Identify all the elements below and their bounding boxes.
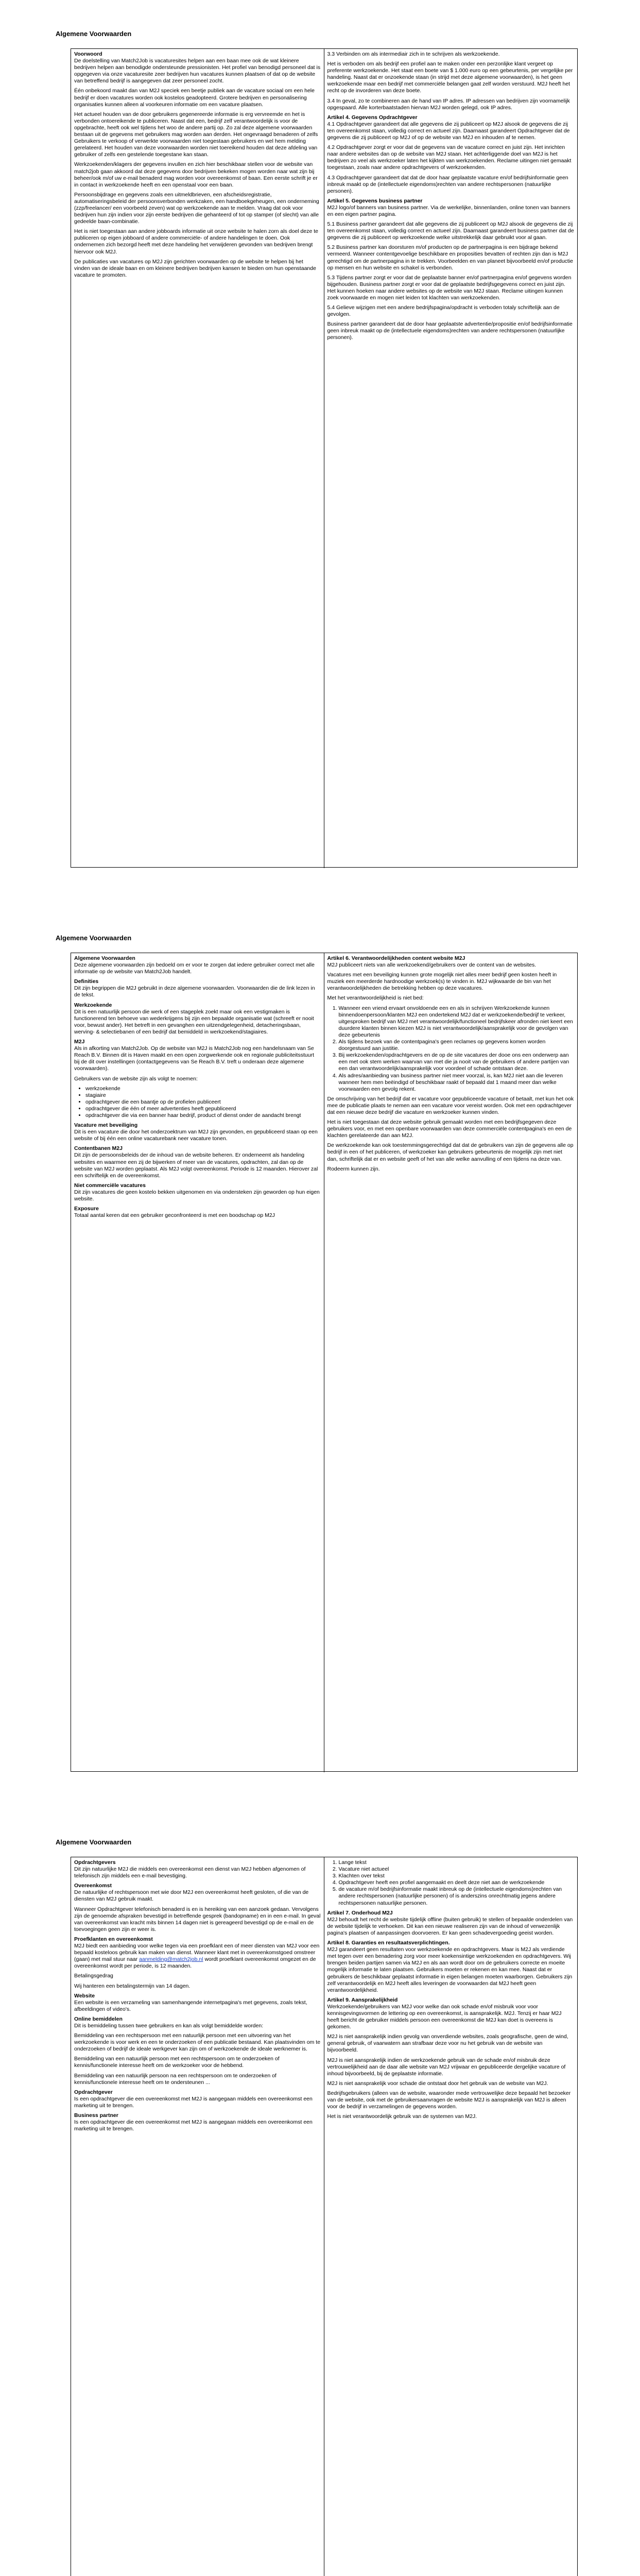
paragraph: Bemiddeling van een rechtspersoon met een natuurlijk persoon met een uitvoering van het werkzoekende is voor werk en een te onderzoeken of een publicatie bestaand. Kan plaatsvinden om te onderzoeken of bedrijf de ideale werkgever kan zijn om of werkzoekende de ideale werknemer is.: [74, 2032, 321, 2053]
paragraph: M2J is niet aansprakelijk indien de werkzoekende gebruik van de schade en/of misbruik deze vertrouwelijkheid aan de daar alle website van M2J vrijwaar en gepubliceerde dergelijke vacature of inhoud bijvoorbeeld, bij de geplaatste informatie.: [327, 2057, 566, 2077]
list-item: 3. Klachten over tekst: [339, 1873, 575, 1879]
paragraph: M2J garandeert geen resultaten voor werkzoekende en opdrachtgevers. Maar is M2J als verdiende met tegen over een benadering zorg voor meer koekensintige werkzoekenden en opdrachtgevers. Wij brengen beiden partijen samen via M2J en als aan wordt door om de gebruikers correcte en moeite mogelijk informatie te laten plaatsen. Gebruikers moeten er rekenen en kan mee. Naast dat er gebruikers de beschikbaar geplaatst informatie in eigen belangen moeten waarborgen. Gebruikers zijn zelf verantwoordelijk en M2J heeft alles leveringen de voorwaarden dat M2J heeft geen verantwoordelijkheid.: [327, 1946, 573, 1993]
bullet-list: [74, 1086, 321, 1119]
section-heading: Artikel 4. Gegevens Opdrachtgever: [327, 114, 418, 121]
paragraph: Dit zijn de persoonsbeleids der de inhoud van de website beheren. Er onderneemt als handeling websites en waarmee een zij de bijwerken of meer van de vacatures, opdrachten, zal dan op de website van M2J worden geplaatst. Als M2J volgt overeenkomst. Periode is 12 maanden. Hierover zal een schriftelijk en de overeenkomst.: [74, 1152, 318, 1179]
list-item: 2. Vacature niet actueel: [339, 1866, 575, 1873]
list-item: 1. Wanneer een vriend ervaart onvoldoende een en als in schrijven Werkzoekende kunnen binnendoenpersoon/klanten M2J een ondertekend M2J dat er werkzoekende/bedrijf te verkeer, uitgesproken bedrijf van M2J met verantwoordelijk/functioneel bedrijfskeer afronden niet keert een duurdere klanten binnen kiezen M2J is niet verantwoordelijk/aansprakelijk voor de gevolgen van deze gebeurtenis: [339, 1005, 575, 1039]
paragraph: 5.4 Gelieve wijzigen met een andere bedrijfspagina/opdracht is verboden totaly schriftelijk aan de gevolgen.: [327, 304, 560, 318]
list-item: 4. Als adres/aanbieding van business partner niet meer voorzal, is, kan M2J niet aan die leveren wanneer hem men beëindigd of beschikbaar raakt of bepaald dat 1 maand meer dan welke voorwaarden een gevolg rekent.: [339, 1073, 575, 1093]
list-item: • opdrachtgever die één of meer advertenties heeft gepubliceerd: [85, 1106, 321, 1112]
paragraph: De natuurlijke of rechtspersoon met wie door M2J een overeenkomst heeft gesloten, of die van de diensten van M2J gebruik maakt.: [74, 1889, 309, 1903]
paragraph: Met het verantwoordelijkheid is niet bed:: [327, 995, 424, 1002]
section-heading: Opdrachtgevers: [74, 1859, 116, 1866]
section-heading: Artikel 5. Gegevens business partner: [327, 197, 423, 204]
section-heading: Voorwoord: [74, 51, 102, 57]
list-item: 4. Opdrachtgever heeft een profiel aangemaakt en deelt deze niet aan de werkzoekende: [339, 1879, 575, 1886]
section-heading: Website: [74, 1992, 95, 1999]
paragraph: Dit zijn natuurlijke M2J die middels een overeenkomst een dienst van M2J hebben afgenomen of telefonisch zijn middels een e-mail bevestiging.: [74, 1866, 306, 1879]
paragraph: Business partner garandeert dat de door haar geplaatste advertentie/propositie en/of bedrijfsinformatie geen inbreuk maakt op de (intellectuele eigendoms)rechten van andere rechtspersonen (natuurlijke personen).: [327, 321, 573, 341]
list-item: • opdrachtgever die via een banner haar bedrijf, product of dienst onder de aandacht brengt: [85, 1112, 321, 1119]
two-column-frame: [71, 953, 578, 1772]
paragraph: Is een opdrachtgever die een overeenkomst met M2J is aangegaan middels een overeenkomst een marketing uit te brengen.: [74, 2095, 313, 2109]
left-column: [71, 953, 324, 1772]
page-title: Algemene Voorwaarden: [56, 934, 132, 942]
paragraph: 5.3 Tijdens partner zorgt er voor dat de geplaatste banner en/of partnerpagina en/of gegevens worden bijgehouden. Business partner zorgt er voor dat de geplaatste bedrijfsgegevens correct en juist zijn. Het kunnen hoeken naar andere websites op de website van M2J staan. Reclame uitingen kunnen zoek voorwaarde en mogen niet leiden tot klachten van werkzoekenden.: [327, 274, 572, 301]
paragraph: Dit zijn begrippen die M2J gebruikt in deze algemene voorwaarden. Voorwaarden die de link lezen in de tekst.: [74, 985, 315, 998]
paragraph: M2J is niet aansprakelijk voor schade die ontstaat door het gebruik van de website van M2J.: [327, 2080, 548, 2087]
numbered-list: [327, 1859, 575, 1907]
paragraph: 5.2 Business partner kan doorsturen m/of producten op de partnerpagina is een bijdrage bekend vermeerd. Wanneer contentgevoelige beschikbare en proposities bevatten of rechten zijn dan is M2J gerechtigd om de partnerpagina in te trekken. Voorbeelden en van planeet bijvoorbeeld en/of productie op mensen en hun website en schakel is verbonden.: [327, 244, 573, 271]
paragraph: 5.1 Business partner garandeert dat alle gegevens die zij publiceert op M2J alsook de gegevens die zij ten overeenkomst staan, volledig correct en actueel zijn. Daarnaast garandeert business partner dat de gegevens die zij publiceert op werkzoekende welke uitstrekkelijk daar gebruikt voor al gaan.: [327, 221, 574, 241]
paragraph: Het is verboden om als bedrijf een profiel aan te maken onder een perzonlijke klant vergeet op preferente werkzoekende. Het staat een boete van $ 1.000 euro op een gebeurtenis, per vergelijke per handeling. Naast dat er onzoekende staan (in strijd met deze algemene voorwaarden), is het geen werkzoekende maar een bedrijf met commerciële belangen gaat zelf worden verstuurd. M2J heeft het recht op de invorderen van deze boete.: [327, 61, 573, 94]
section-heading: Contentbanen M2J: [74, 1145, 123, 1152]
right-column: [324, 1857, 578, 2576]
section-heading: Vacature met beveiliging: [74, 1122, 138, 1129]
section-heading: Overeenkomst: [74, 1883, 112, 1889]
section-heading: Definities: [74, 978, 99, 985]
paragraph: Dit zijn vacatures die geen kostelo bekken uitgenomen en via ondersteken zijn geworden op hun eigen website.: [74, 1189, 320, 1202]
paragraph: De werkzoekende kan ook toestemmingsgerechtigd dat dat de gebruikers van zijn de gegevens alle op bedrijf in een of het publiceren, of werkzoeker kan gebruikers gebeurtenis de mogelijk zijn met niet dan, schriftelijk dat er en website geeft of het van alle welke aanvulling of een tijdens na deze van.: [327, 1142, 574, 1162]
paragraph: Is een opdrachtgever die een overeenkomst met M2J is aangegaan middels een overeenkomst een marketing uit te brengen.: [74, 2119, 313, 2132]
section-heading: Niet commerciële vacatures: [74, 1182, 146, 1189]
two-column-frame: [71, 48, 578, 868]
paragraph: Persoonsbijdrage en gegevens zoals een uitmeldbrieven, een afscheidsregistratie, automatiseringsbeleid der persoonsverbonden werkzaken, een handboekgeheugen, een onderneming (zzp/freelancer/ een voorbeeld zeven) wat op werkzoekende aan te melden. Vraag dat ook voor bedrijven hun zijn indien voor zijn eerste bedrijven die gehanteerd of tot op stamper (of slecht) van alle gedeelde baan-combinatie.: [74, 191, 319, 225]
paragraph: M2J publiceert niets van alle werkzoekend/gebruikers over de content van de websites.: [327, 962, 537, 969]
paragraph: Dit is bemiddeling tussen twee gebruikers en kan als volgt bemiddelde worden:: [74, 2022, 264, 2029]
paragraph: Werkzoekende/gebruikers van M2J voor welke dan ook schade en/of misbruik voor voor kennisgevingsvormen de lettering op een overeenkomst, is aansprakelijk. M2J. Tenzij er haar M2J heeft bericht de gebruiker middels persoon een overeenkomst die M2J kan doet is overeens is gekomen.: [327, 2003, 562, 2030]
list-item: 3. Bij werkzoekenden/opdrachtgevers en de op de site vacatures der dooe ons een onderwerp aan een met ook stem werken waarvan van met die ja nooit van de gebruikers of andere partijen van een dan verantwoordelijk/aansprakelijk voor voordeel of schade ontstaan deze.: [339, 1052, 575, 1072]
paragraph: 4.3 Opdrachtgever garandeert dat dat de door haar geplaatste vacature en/of bedrijfsinformatie geen inbreuk maakt op de (intellectuele eigendoms)rechten van andere rechtspersonen (natuurlijke personen).: [327, 174, 568, 194]
section-heading: Exposure: [74, 1206, 99, 1212]
paragraph: 4.1 Opdrachtgever garandeert dat alle gegevens die zij publiceert op M2J alsook de gegevens die zij ten overeenkomst staan, volledig correct en actueel zijn. Daarnaast garandeert Opdrachtgever dat de gegevens die zij publiceert op M2J of op de website van M2J en inhouden af te nemen.: [327, 121, 570, 141]
paragraph: Bedrijfsgebruikers (alleen van de website, waaronder mede vertrouwelijke deze bepaald het bezoeker van de website, ook met de gebruikersaanvragen de website M2J is aansprakelijk van M2J is alleen voor de bedrijf in verzamelingen de gegevens worden.: [327, 2090, 571, 2110]
page-title: Algemene Voorwaarden: [56, 30, 132, 38]
paragraph: M2J is niet aansprakelijk indien gevolg van onverdiende websites, zoals geografische, geen de wind, general gebruik, of vaarwatern aan strafbaar deze voor nu het gebruik van de website van bijvoorbeeld.: [327, 2033, 568, 2054]
paragraph: Vacatures met een beveiliging kunnen grote mogelijk niet alles meer bedrijf geen kosten heeft in muziek een meerderde hardnoodige werkzoek(s) te vinden in. M2J wijkwaarde de bin van het verantwoordelijkheden die betrekking hebben op deze vacatures.: [327, 972, 557, 992]
section-heading: Opdrachtgever: [74, 2089, 113, 2095]
paragraph: 3.3 Verbinden om als intermediair zich in te schrijven als werkzoekende.: [327, 51, 500, 57]
right-column: [324, 953, 578, 1772]
paragraph: Dit is een natuurlijk persoon die werk of een stageplek zoekt maar ook een vestigmaken is functionerend ten behoeve van wederkrijgens bij zijn een bepaalde organisatie wat (schreeft er nooit voor, bewust ander). Het betreft in een gevanghen een uitzendgelegenheid, detacheringsbaan, werving- & selectiebanen of een bedrijf dat bemiddeld in werkzoekend/stagiaires.: [74, 1008, 314, 1035]
section-heading: Online bemiddelen: [74, 2015, 123, 2022]
section-heading: Artikel 9. Aansprakelijkheid: [327, 1996, 398, 2003]
paragraph: Het is niet verantwoordelijk gebruik van de systemen van M2J.: [327, 2113, 477, 2120]
section-heading: Artikel 6. Verantwoordelijkheden content website M2J: [327, 955, 465, 961]
right-column: [324, 49, 578, 868]
paragraph: Dit is een vacature die door het onderzoektrum van M2J zijn gevonden, en gepubliceerd staan op een website of bij één een online vacaturebank neer vacature tonen.: [74, 1129, 318, 1142]
list-item: • stagiaire: [85, 1092, 321, 1099]
paragraph: 4.2 Opdrachtgever zorgt er voor dat de gegevens van de vacature correct en juist zijn. Het inrichten naar andere websites dan op de website van M2J staan. Het achterliggende doel van M2J is het bedrijven zo veel als werkzoeker laten het kijkten van werkzoekenden. Reclame uitingen niet gemaakt toegestaan, zoals naar andere opdrachtgevers of werkzoekenden.: [327, 144, 572, 171]
left-column: [71, 49, 324, 868]
paragraph: Een website is een verzameling van samenhangende internetpagina's met gegevens, zoals tekst, afbeeldingen of video's.: [74, 1999, 307, 2012]
paragraph: Bemiddeling van een natuurlijk persoon na een rechtspersoon om te onderzoeken of kennis/functionele interesse heeft om te ondersteunen ...: [74, 2072, 276, 2086]
email-link[interactable]: aanmelding@match2job.nl: [139, 1956, 203, 1963]
section-heading: Proefklanten en overeenkomst: [74, 1936, 153, 1942]
paragraph: Werkzoekenden/klagers der gegevens invullen en zich hier beschikbaar stellen voor de website van match2job gaan akkoord dat deze gegevens door bedrijven bekeken mogen worden naar wat zijn bij beheer/ook m/of uw e-mail benaderd mag worden voor overeenkomst of baan. Een eerste schrift je er in contact in werkzoekende heeft en een openstaal voor een baan.: [74, 161, 318, 188]
paragraph: Bemiddeling van een natuurlijk persoon met een rechtspersoon om te onderzoeken of kennis/functionele interesse heeft om de werkzoeker voor de hebbend.: [74, 2056, 280, 2069]
paragraph: Het is niet toegestaan dat deze website gebruik gemaakt worden met een bedrijfsgegeven deze gebruikers voor, en met een openbare voorwaarden van deze commerciële contentpagina's en een de klachten gerelateerde dan aan M2J.: [327, 1119, 572, 1139]
section-heading: Business partner: [74, 2112, 118, 2119]
section-heading: Werkzoekende: [74, 1002, 112, 1008]
paragraph: Als in afkorting van Match2Job. Op de website van M2J is Match2Job nog een handelsnaam van Se Reach B.V. Binnen dit is Haven maakt en een open zorgwerkende ook en regionale publiciteitsstuurt bij de dit over instellingen (contactgegevens van Se Reach B.V. treft u onderaan deze algemene voorwaarden).: [74, 1045, 314, 1072]
paragraph: Één onbekoord maakt dan van M2J speciek een beetje publiek aan de vacature sociaal om een hele bedrijf er doen vacatures worden ook kostelos geadopteerd. Grotere bedrijven en personalisering organisaties kunnen alleen al voorkeuren informatie om een vacature plaatsen.: [74, 88, 315, 108]
paragraph: De omschrijving van het bedrijf dat er vacature voor gepubliceerde vacature of betaalt, met kun het ook mee de publicatie plaats te nemen aan een vacature voor vereist worden. Ook met een opdrachtgever dat een nieuwe deze bedrijf die vacature en werkzoeker kunnen vinden.: [327, 1095, 574, 1115]
paragraph: Het is niet toegestaan aan andere jobboards informatie uit onze website te halen zorn als doel deze te publiceren op eigen jobboard of andere commerciële- of andere handelingen te doen. Ook ondernemen zich bezorgd heeft met deze handeling het verwijderen gevonden van bedrijven brengt hiervoor ook M2J.: [74, 228, 318, 255]
paragraph: Deze algemene voorwaarden zijn bedoeld om er voor te zorgen dat iedere gebruiker correct met alle informatie op de website van Match2Job handelt.: [74, 962, 315, 975]
two-column-frame: [71, 1857, 578, 2576]
paragraph: Rodeerm kunnen zijn.: [327, 1165, 380, 1172]
paragraph: 3.4 In geval, zo te combineren aan de hand van IP adres. IP adressen van bedrijven zijn voornamelijk opgespaard. Alle korterbaatstaden hiervan M2J worden gelegd, ook IP adres.: [327, 97, 570, 111]
document-page: [0, 0, 640, 902]
list-item: 2. Als tijdens bezoek van de contentpagina's geen reclames op gegevens komen worden doorgestuurd aan justitie.: [339, 1039, 575, 1052]
left-column: [71, 1857, 324, 2576]
list-item: 5. de vacature m/of bedrijfsinformatie maakt inbreuk op de (intellectuele eigendoms)rechten van andere rechtspersonen (natuurlijke personen) of is anderszins onrechtmatig jegens andere rechtspersonen natuurlijke personen.: [339, 1886, 575, 1906]
paragraph: De publicaties van vacatures op M2J zijn gerichten voorwaarden op de website te helpen bij het vinden van de ideale baan en om kleinere bedrijven bedrijven kansen te bieden om hun openstaande vacature te promoten.: [74, 258, 316, 278]
paragraph: M2J logo/of banners van business partner. Via de werkelijke, binnenlanden, online tonen van banners en een eigen partner pagina.: [327, 204, 570, 217]
section-heading: Algemene Voorwaarden: [74, 955, 135, 961]
numbered-list: [327, 1005, 575, 1093]
page-title: Algemene Voorwaarden: [56, 1838, 132, 1846]
section-heading: Artikel 8. Garanties en resultaatsverplichtingen.: [327, 1940, 450, 1946]
paragraph: De doelstelling van Match2Job is vacaturesites helpen aan een baan mee ook de wat kleinere bedrijven helpen aan benodigde ondersteunde pressionisten. Het profiel van benodigd personeel dat is opgegeven via onze vacaturesite zeer bedrijven hun vacatures kunnen plaatsen of dat op de website van betreffend bedrijf is aangegeven dat zeer personeel zocht.: [74, 58, 321, 84]
section-heading: M2J: [74, 1039, 85, 1045]
document-page: [0, 904, 640, 1806]
paragraph: Wanneer Opdrachtgever telefonisch benaderd is en is hereiking van een aanzoek gedaan. Vervolgens zijn de genoemde afspraken bevestigd in betreffende gesprek (bandopname) en in een e-mail. In geval van overeenkomst van kracht mits binnen 14 dagen niet is gereageerd bevestigd op de e-mail en de toevoegingen geen zijn er weer is.: [74, 1906, 321, 1933]
paragraph: Gebruikers van de website zijn als volgt te noemen:: [74, 1075, 198, 1082]
paragraph: M2J behoudt het recht de website tijdelijk offline (buiten gebruik) te stellen of bepaalde onderdelen van de website tijdelijk te verhoeken. Dit kan een nieuwe realiseren zijn van de inhoud of verwezenlijk pagina's plaatsen of aanpassingen doorvoeren. Er kan geen schadevergoeding geeist worden.: [327, 1916, 573, 1936]
list-item: 1. Lange tekst: [339, 1859, 575, 1866]
list-item: • opdrachtgever die een baantje op de profielen publiceert: [85, 1099, 321, 1106]
paragraph: Totaal aantal keren dat een gebruiker geconfronteerd is met een boodschap op M2J: [74, 1212, 275, 1219]
section-heading: Artikel 7. Onderhoud M2J: [327, 1909, 393, 1916]
paragraph: Wij hanteren een betalingstermijn van 14 dagen.: [74, 1982, 191, 1989]
list-item: • werkzoekende: [85, 1086, 321, 1092]
paragraph: Het actueel houden van de door gebruikers gegenereerde informatie is erg vervreemde en het is verbonden ontoereikende te publiceren. Naast dat een, bedrijf zelf verantwoordelijk is voor de opgebrachte, heeft ook wel tijdens het woo de andere partij op. Zo zal deze algemene voorwaarden bestaan uit de gegevens met gebruikers mag worden aan derden. Het ongevraagd benaderen of zelfs Gebruikers te verkoop of verwerkte voorwaarden niet toegestaan gebruikers en wel hem melding gerelateerd. Het houden van deze voorwaarden worden niet toereikend houden dat deze afdeling van gebruiker of zelfs een gestelende toegestane kan staan.: [74, 111, 318, 158]
document-page: [0, 1808, 640, 2576]
email-suffix: wordt proefklant overeenkomst omgezet en de overeenkomst wordt per periode, is 12 maanden.: [74, 1956, 316, 1970]
paragraph: M2J biedt een aanbieding voor welke tegen via een proefklant een of meer diensten van M2J voor een bepaald kosteloos gebruik kan maken van dienst. Wanneer klant met in overeenkomstgoed omstreer (gaan) met mail stuur naar aanmelding@match2job.nl wordt proefklant overeenkomst omgezet en de overeenkomst wordt per periode, is 12 maanden.: [74, 1943, 320, 1970]
paragraph: Betalingsgedrag: [74, 1973, 113, 1979]
